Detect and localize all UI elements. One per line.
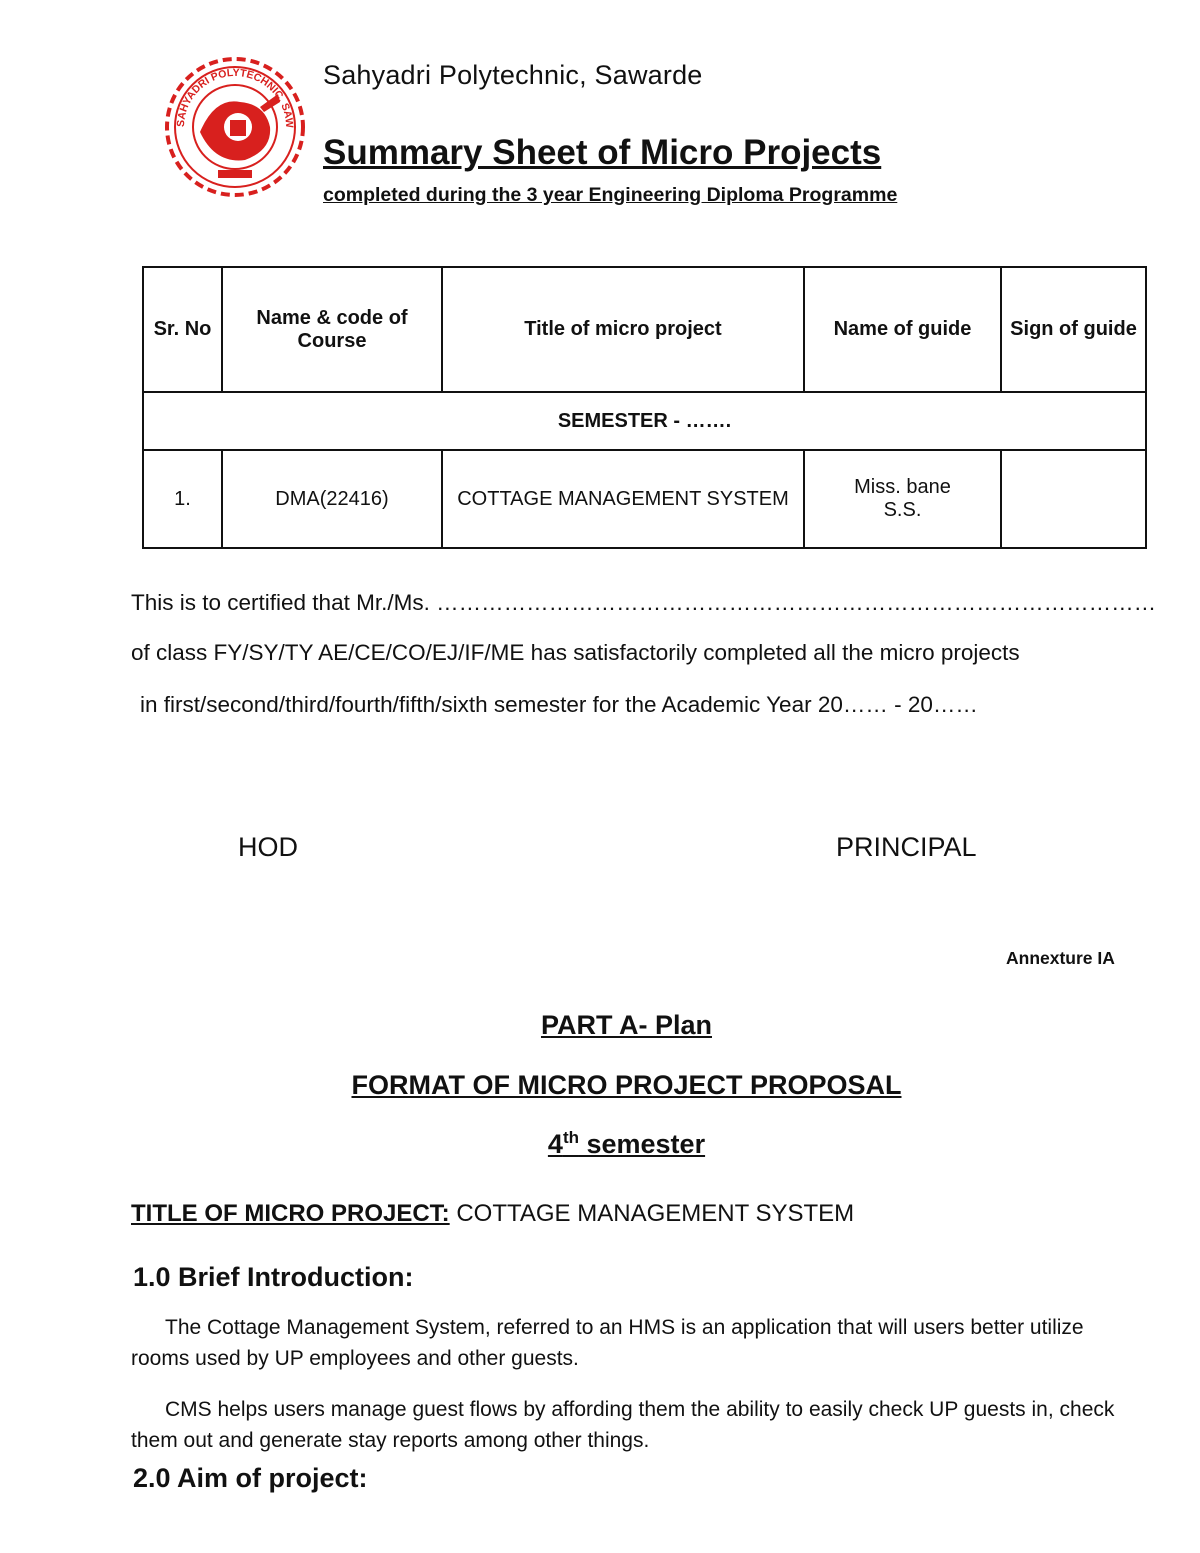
project-title-value: COTTAGE MANAGEMENT SYSTEM xyxy=(449,1200,855,1227)
cell-sr: 1. xyxy=(143,450,222,548)
intro-paragraph-2-text: CMS helps users manage guest flows by affording them the ability to easily check UP guests in, check them out and generate stay reports among other things. xyxy=(131,1398,1115,1452)
page-subtitle: completed during the 3 year Engineering Diploma Programme xyxy=(323,184,898,206)
guide-name-line2: S.S. xyxy=(883,499,922,521)
semester-row xyxy=(143,392,1146,450)
page-title: Summary Sheet of Micro Projects xyxy=(323,133,882,172)
certificate-line-1: This is to certified that Mr./Ms. …………………………………………………………………………………… xyxy=(131,590,1157,615)
header-sr-no: Sr. No xyxy=(143,267,222,392)
semester-suffix: th xyxy=(562,1128,579,1147)
part-heading: PART A- Plan xyxy=(540,1010,712,1040)
table-row xyxy=(143,450,1146,548)
college-logo xyxy=(160,52,310,202)
project-title-label: TITLE OF MICRO PROJECT: xyxy=(131,1200,450,1227)
header-guide-sign: Sign of guide xyxy=(1001,267,1146,392)
cell-guide-name xyxy=(804,450,1001,548)
intro-paragraph-2 xyxy=(131,1394,1131,1456)
semester-word: semester xyxy=(578,1129,706,1159)
project-title-line xyxy=(131,1200,854,1228)
college-name: Sahyadri Polytechnic, Sawarde xyxy=(323,60,703,90)
intro-paragraph-1 xyxy=(131,1312,1131,1374)
semester-number: 4 xyxy=(547,1129,563,1159)
format-heading: FORMAT OF MICRO PROJECT PROPOSAL xyxy=(351,1070,902,1100)
annexure-label: Annexture IA xyxy=(1006,948,1115,968)
intro-heading: 1.0 Brief Introduction: xyxy=(133,1262,414,1292)
table-header-row xyxy=(143,267,1146,392)
header-course: Name & code of Course xyxy=(222,267,442,392)
semester-label: SEMESTER - ……. xyxy=(143,392,1146,450)
cell-guide-sign xyxy=(1001,450,1146,548)
semester-heading xyxy=(0,1128,1200,1160)
header-guide-name: Name of guide xyxy=(804,267,1001,392)
certificate-line-3: in first/second/third/fourth/fifth/sixth semester for the Academic Year 20…… - 20…… xyxy=(140,692,978,717)
cell-project-title: COTTAGE MANAGEMENT SYSTEM xyxy=(442,450,804,548)
cell-course: DMA(22416) xyxy=(222,450,442,548)
logo-ring-text: SAHYADRI POLYTECHNIC, SAW xyxy=(174,66,296,128)
guide-name-line1: Miss. bane xyxy=(854,476,951,498)
principal-signature-label: PRINCIPAL xyxy=(836,832,977,862)
intro-paragraph-1-text: The Cottage Management System, referred to an HMS is an application that will users better utilize rooms used by UP employees and other guests. xyxy=(131,1316,1084,1370)
hod-signature-label: HOD xyxy=(238,832,298,862)
certificate-line-2: of class FY/SY/TY AE/CE/CO/EJ/IF/ME has satisfactorily completed all the micro projects xyxy=(131,640,1020,665)
aim-heading: 2.0 Aim of project: xyxy=(133,1463,368,1493)
summary-table xyxy=(142,266,1147,549)
header-project-title: Title of micro project xyxy=(442,267,804,392)
